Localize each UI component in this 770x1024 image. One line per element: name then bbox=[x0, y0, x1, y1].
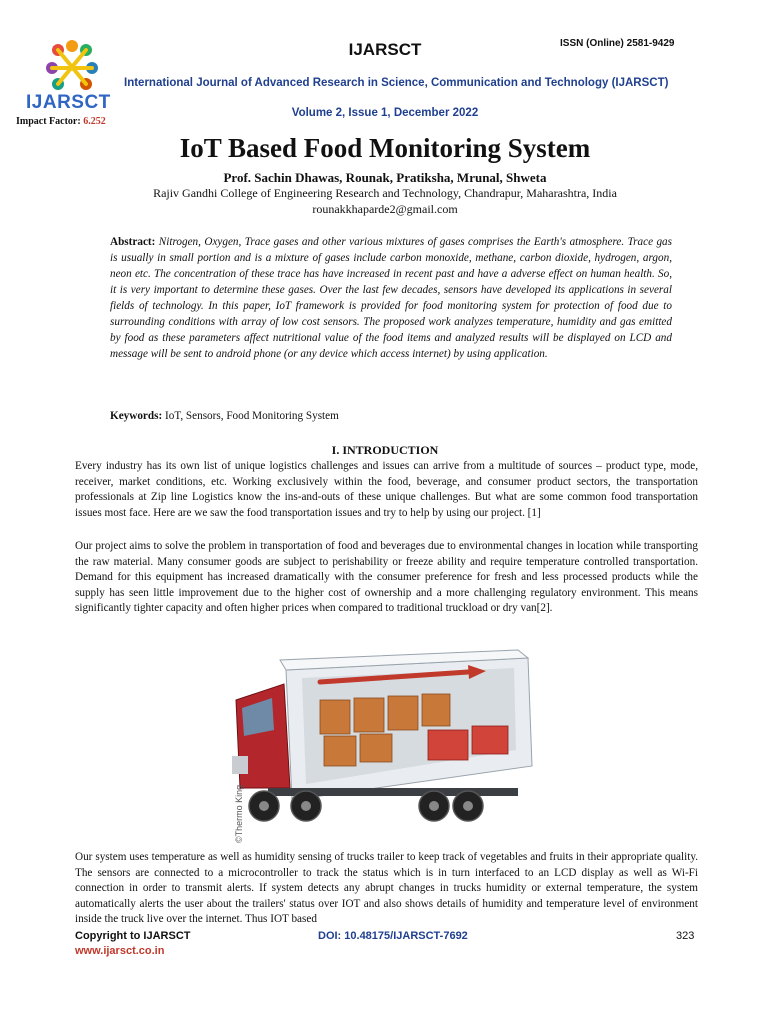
author-affiliation: Rajiv Gandhi College of Engineering Research and Technology, Chandrapur, Maharashtra, India bbox=[153, 186, 617, 200]
volume-issue: Volume 2, Issue 1, December 2022 bbox=[291, 107, 479, 119]
footer-doi: DOI: 10.48175/IJARSCT-7692 bbox=[318, 930, 468, 942]
body-paragraph-3: Our system uses temperature as well as humidity sensing of trucks trailer to keep track of vegetables and fruits in their appropriate quality. The sensors are connected to a microcontroller to track the status which is in turn interfaced to an LCD display as well as Wi-Fi connection in order to transmit alerts. If system detects any abrupt changes in trucks humidity or external temperature, the system automatically alerts the user about the trailers' status over IOT and also shows details of humidity and temperature level of environment inside the truck live over the internet. Thus IOT based bbox=[75, 851, 698, 926]
section-heading-introduction: I. INTRODUCTION bbox=[331, 443, 439, 457]
journal-full-name: International Journal of Advanced Research in Science, Communication and Technology (IJARSCT) bbox=[124, 77, 669, 89]
intro-paragraph-2: Our project aims to solve the problem in transportation of food and beverages due to environmental changes in location while transporting the raw material. Many consumer goods are subject to perishability or freeze ability and require temperature controlled transportation. Demand for this equipment has increased dramatically with the consumer preference for fresh and less processed products while the supply has seen little improvement due to the higher cost of ownership and a more challenging regulatory environment. This means significantly tighter capacity and often higher prices when compared to traditional truckload or dry van[2]. bbox=[75, 540, 698, 615]
keywords-label: Keywords: bbox=[110, 410, 163, 422]
paper-title: IoT Based Food Monitoring System bbox=[179, 133, 591, 163]
keywords bbox=[110, 410, 339, 422]
abstract-text: Nitrogen, Oxygen, Trace gases and other various mixtures of gases comprises the Earth's atmosphere. Trace gas is usually in small portion and is a mixture of gases include carbon monoxide, methane, carbon dioxide, hydrogen, argon, neon etc. The concentration of these trace has have increased in recent past and have a adverse effect on human health. So, it is very important to determine these gases. Over the last few decades, sensors have developed its applications in several fields of technology. In this paper, IoT framework is provided for food monitoring system for protection of food due to surrounding conditions with array of low cost sensors. The proposed work analyzes temperature, humidity and gas emitted by food as these parameters affect nutritional value of the food items and analyzed results will be displayed on LCD and message will be sent to android phone (or any device which access internet) by using application. bbox=[110, 236, 673, 360]
paper-authors: Prof. Sachin Dhawas, Rounak, Pratiksha, Mrunal, Shweta bbox=[223, 170, 547, 185]
logo-wordmark: IJARSCT bbox=[26, 92, 111, 113]
footer-copyright: Copyright to IJARSCT bbox=[75, 930, 191, 942]
figure-credit: ©Thermo King bbox=[234, 784, 244, 843]
journal-short-name: IJARSCT bbox=[348, 40, 422, 59]
impact-factor-label: Impact Factor: bbox=[16, 116, 84, 127]
refrigerated-truck-figure bbox=[228, 638, 546, 846]
page-number: 323 bbox=[676, 930, 695, 942]
author-email: rounakkhaparde2@gmail.com bbox=[312, 202, 458, 216]
footer-website-link[interactable]: www.ijarsct.co.in bbox=[75, 945, 165, 957]
impact-factor-value: 6.252 bbox=[83, 116, 106, 127]
intro-paragraph-1: Every industry has its own list of unique logistics challenges and issues can arrive from a multitude of sources – product type, mode, receiver, market conditions, etc. Working exclusively within the food, beverage, and consumer product sectors, the transportation professionals at Zip line Logistics know the ins-and-outs of these unique challenges. But what are some common food transportation issues most face. Here are we saw the food transportation issues and try to help by using our project. [1] bbox=[75, 460, 698, 519]
abstract bbox=[110, 234, 672, 362]
issn: ISSN (Online) 2581-9429 bbox=[560, 38, 675, 49]
keywords-text: IoT, Sensors, Food Monitoring System bbox=[165, 410, 339, 422]
abstract-label: Abstract: bbox=[110, 236, 156, 248]
